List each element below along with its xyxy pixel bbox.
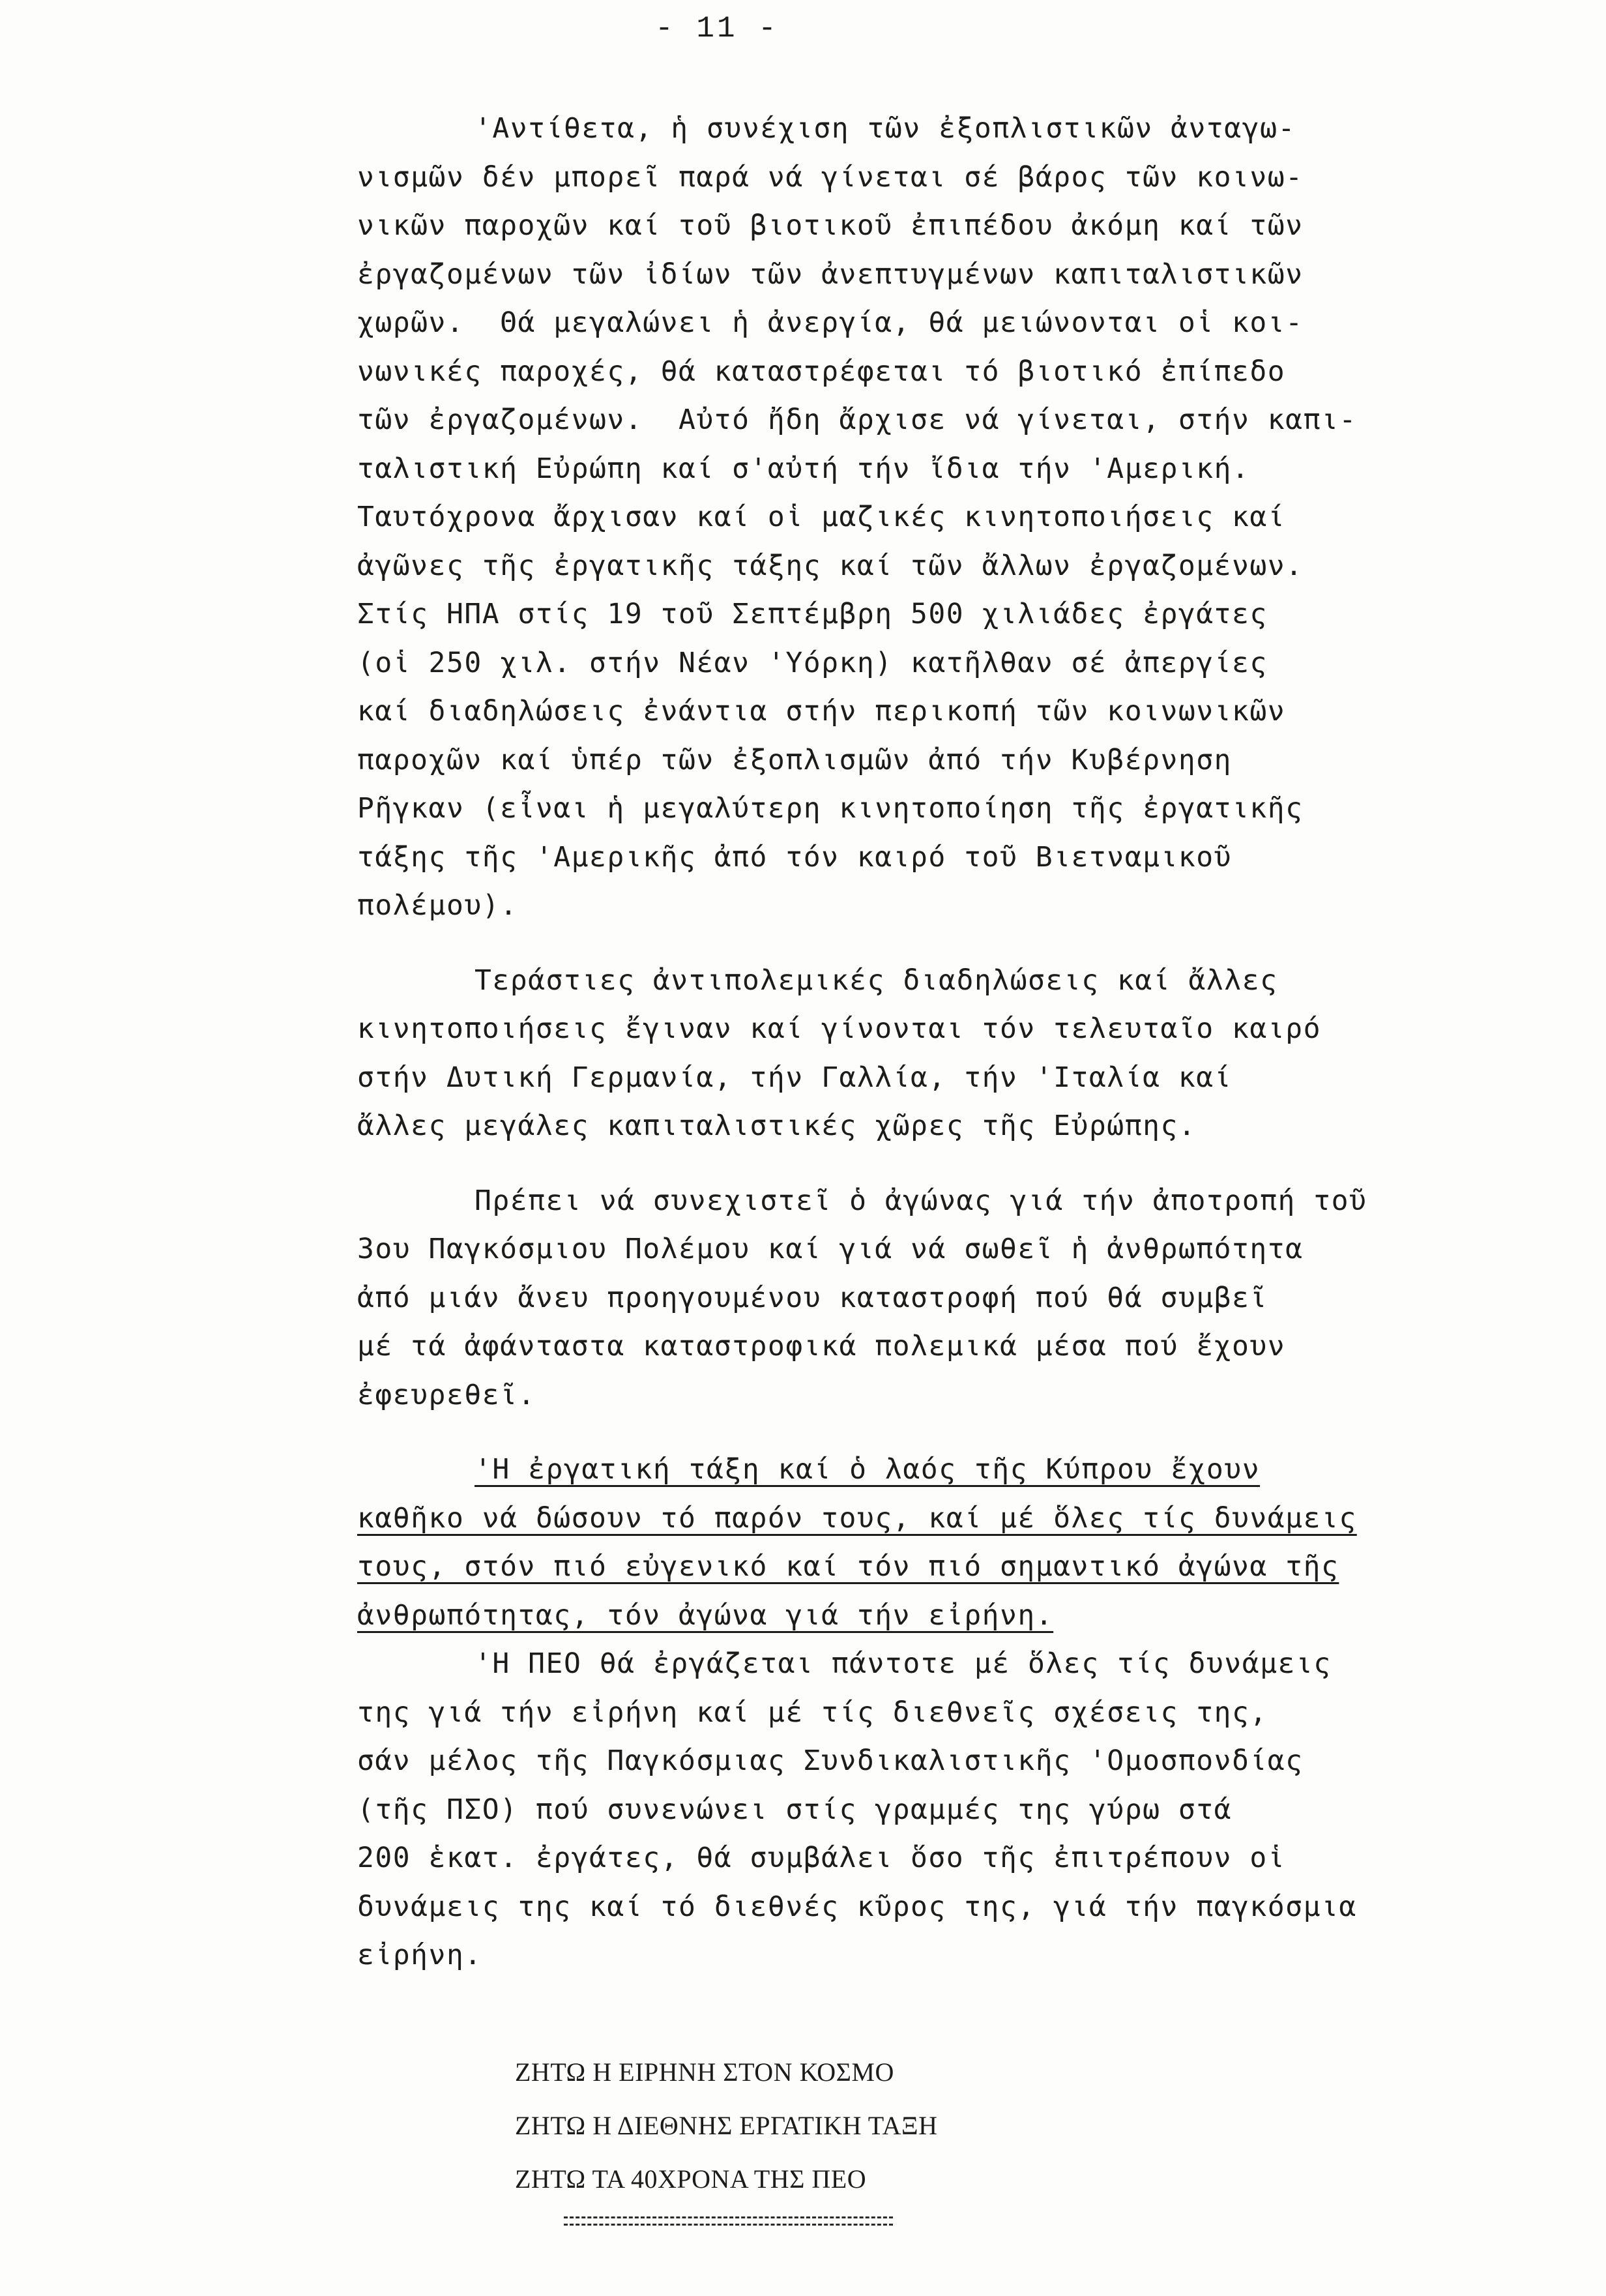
text-line-content: εἰρήνη. — [357, 1939, 482, 1971]
paragraph-gap — [357, 1419, 1478, 1445]
text-line — [357, 104, 1478, 153]
text-line — [357, 493, 1478, 542]
text-line — [357, 639, 1478, 688]
end-rule-line-bottom — [564, 2224, 893, 2226]
text-line-content: ἀπό μιάν ἄνευ προηγουμένου καταστροφή πού θά συμβεῖ — [357, 1281, 1268, 1314]
text-line — [357, 1591, 1478, 1640]
end-double-rule — [564, 2216, 893, 2230]
text-line — [357, 299, 1478, 347]
text-line — [357, 687, 1478, 736]
text-line-content: καί διαδηλώσεις ἐνάντια στήν περικοπή τῶν κοινωνικῶν — [357, 695, 1286, 728]
text-line-content: ἐργαζομένων τῶν ἰδίων τῶν ἀνεπτυγμένων καπιταλιστικῶν — [357, 258, 1304, 291]
text-line-content: σάν μέλος τῆς Παγκόσμιας Συνδικαλιστικῆς 'Ομοσπονδίας — [357, 1744, 1304, 1777]
text-line — [357, 1371, 1478, 1420]
text-line-content: Τεράστιες ἀντιπολεμικές διαδηλώσεις καί ἄλλες — [474, 964, 1278, 997]
text-line — [357, 1102, 1478, 1151]
text-line-content: ταλιστική Εὐρώπη καί σ'αὐτή τήν ἴδια τήν 'Αμερική. — [357, 452, 1250, 485]
text-line-content: καθῆκο νά δώσουν τό παρόν τους, καί μέ ὅλες τίς δυνάμεις — [357, 1501, 1357, 1535]
paragraph-p3 — [357, 1177, 1478, 1420]
text-line — [357, 1542, 1478, 1591]
text-line — [357, 1640, 1478, 1688]
text-line-content: πολέμου). — [357, 889, 518, 922]
slogan-line: ΖΗΤΩ ΤΑ 40ΧΡΟΝΑ ΤΗΣ ΠΕΟ — [515, 2164, 867, 2194]
text-line — [357, 1005, 1478, 1053]
text-line-content: Πρέπει νά συνεχιστεῖ ὁ ἀγώνας γιά τήν ἀποτροπή τοῦ — [474, 1184, 1367, 1217]
page-number: - 11 - — [655, 12, 779, 46]
text-line-content: Ρῆγκαν (εἶναι ἡ μεγαλύτερη κινητοποίηση τῆς ἐργατικῆς — [357, 792, 1304, 825]
text-line — [357, 1274, 1478, 1323]
text-line-content: τους, στόν πιό εὐγενικό καί τόν πιό σημαντικό ἀγώνα τῆς — [357, 1550, 1339, 1583]
paragraph-p2 — [357, 956, 1478, 1151]
text-line-content: (οἱ 250 χιλ. στήν Νέαν 'Υόρκη) κατῆλθαν σέ ἀπεργίες — [357, 646, 1268, 679]
paragraph-p4 — [357, 1445, 1478, 1640]
text-line — [357, 542, 1478, 591]
text-line — [357, 1494, 1478, 1543]
text-line-content: 3ου Παγκόσμιου Πολέμου καί γιά νά σωθεῖ ἡ ἀνθρωπότητα — [357, 1233, 1304, 1265]
text-line — [357, 153, 1478, 202]
body-text — [357, 104, 1478, 1980]
text-line-content: δυνάμεις της καί τό διεθνές κῦρος της, γιά τήν παγκόσμια — [357, 1890, 1357, 1923]
text-line — [357, 1225, 1478, 1274]
text-line — [357, 1688, 1478, 1737]
slogan-line: ΖΗΤΩ Η ΔΙΕΘΝΗΣ ΕΡΓΑΤΙΚΗ ΤΑΞΗ — [515, 2111, 938, 2140]
text-line-content: (τῆς ΠΣΟ) πού συνενώνει στίς γραμμές της γύρω στά — [357, 1793, 1233, 1826]
text-line-content: νισμῶν δέν μπορεῖ παρά νά γίνεται σέ βάρος τῶν κοινω- — [357, 160, 1304, 194]
text-line — [357, 1883, 1478, 1932]
text-line-content: ἀνθρωπότητας, τόν ἀγώνα γιά τήν εἰρήνη. — [357, 1598, 1054, 1632]
text-line — [357, 590, 1478, 639]
text-line-content: νωνικές παροχές, θά καταστρέφεται τό βιοτικό ἐπίπεδο — [357, 355, 1286, 388]
text-line-content: στήν Δυτική Γερμανία, τήν Γαλλία, τήν 'Ιταλία καί — [357, 1061, 1233, 1094]
text-line-content: ἄλλες μεγάλες καπιταλιστικές χῶρες τῆς Εὐρώπης. — [357, 1110, 1197, 1142]
text-line — [357, 1053, 1478, 1102]
paragraph-gap — [357, 1151, 1478, 1177]
text-line-content: Ταυτόχρονα ἄρχισαν καί οἱ μαζικές κινητοποιήσεις καί — [357, 501, 1286, 533]
text-line — [357, 1445, 1478, 1494]
text-line — [357, 347, 1478, 396]
text-line-content: 'Η ἐργατική τάξη καί ὁ λαός τῆς Κύπρου ἔχουν — [474, 1453, 1261, 1486]
text-line — [357, 1322, 1478, 1371]
text-line — [357, 445, 1478, 493]
end-rule-line-top — [564, 2216, 893, 2218]
text-line-content: Στίς ΗΠΑ στίς 19 τοῦ Σεπτέμβρη 500 χιλιάδες ἐργάτες — [357, 598, 1268, 630]
text-line — [357, 881, 1478, 930]
text-line — [357, 736, 1478, 785]
text-line — [357, 1737, 1478, 1786]
text-line — [357, 1177, 1478, 1226]
text-line-content: 200 ἑκατ. ἐργάτες, θά συμβάλει ὅσο τῆς ἐπιτρέπουν οἱ — [357, 1842, 1286, 1874]
text-line-content: ἀγῶνες τῆς ἐργατικῆς τάξης καί τῶν ἄλλων ἐργαζομένων. — [357, 549, 1304, 582]
text-line — [357, 201, 1478, 250]
text-line-content: κινητοποιήσεις ἔγιναν καί γίνονται τόν τελευταῖο καιρό — [357, 1012, 1321, 1045]
text-line — [357, 784, 1478, 833]
text-line — [357, 250, 1478, 299]
text-line-content: μέ τά ἀφάνταστα καταστροφικά πολεμικά μέσα πού ἔχουν — [357, 1330, 1286, 1362]
text-line-content: τῶν ἐργαζομένων. Αὐτό ἤδη ἄρχισε νά γίνεται, στήν καπι- — [357, 404, 1357, 436]
text-line-content: 'Αντίθετα, ἡ συνέχιση τῶν ἐξοπλιστικῶν ἀνταγω- — [474, 112, 1296, 145]
text-line-content: ἐφευρεθεῖ. — [357, 1378, 536, 1411]
slogan-line: ΖΗΤΩ Η ΕΙΡΗΝΗ ΣΤΟΝ ΚΟΣΜΟ — [515, 2057, 894, 2087]
text-line — [357, 1834, 1478, 1883]
paragraph-p1 — [357, 104, 1478, 930]
text-line-content: χωρῶν. Θά μεγαλώνει ἡ ἀνεργία, θά μειώνονται οἱ κοι- — [357, 306, 1304, 339]
paragraph-p5 — [357, 1640, 1478, 1980]
text-line-content: παροχῶν καί ὑπέρ τῶν ἐξοπλισμῶν ἀπό τήν Κυβέρνηση — [357, 743, 1233, 776]
text-line-content: νικῶν παροχῶν καί τοῦ βιοτικοῦ ἐπιπέδου ἀκόμη καί τῶν — [357, 209, 1304, 242]
text-line — [357, 833, 1478, 882]
closing-slogans — [515, 2046, 938, 2206]
text-line — [357, 1786, 1478, 1834]
text-line — [357, 956, 1478, 1005]
text-line-content: της γιά τήν εἰρήνη καί μέ τίς διεθνεῖς σχέσεις της, — [357, 1696, 1268, 1729]
paragraph-gap — [357, 930, 1478, 956]
text-line-content: τάξης τῆς 'Αμερικῆς ἀπό τόν καιρό τοῦ Βιετναμικοῦ — [357, 840, 1233, 874]
text-line — [357, 396, 1478, 445]
text-line — [357, 1931, 1478, 1980]
text-line-content: 'Η ΠΕΟ θά ἐργάζεται πάντοτε μέ ὅλες τίς δυνάμεις — [474, 1647, 1332, 1680]
